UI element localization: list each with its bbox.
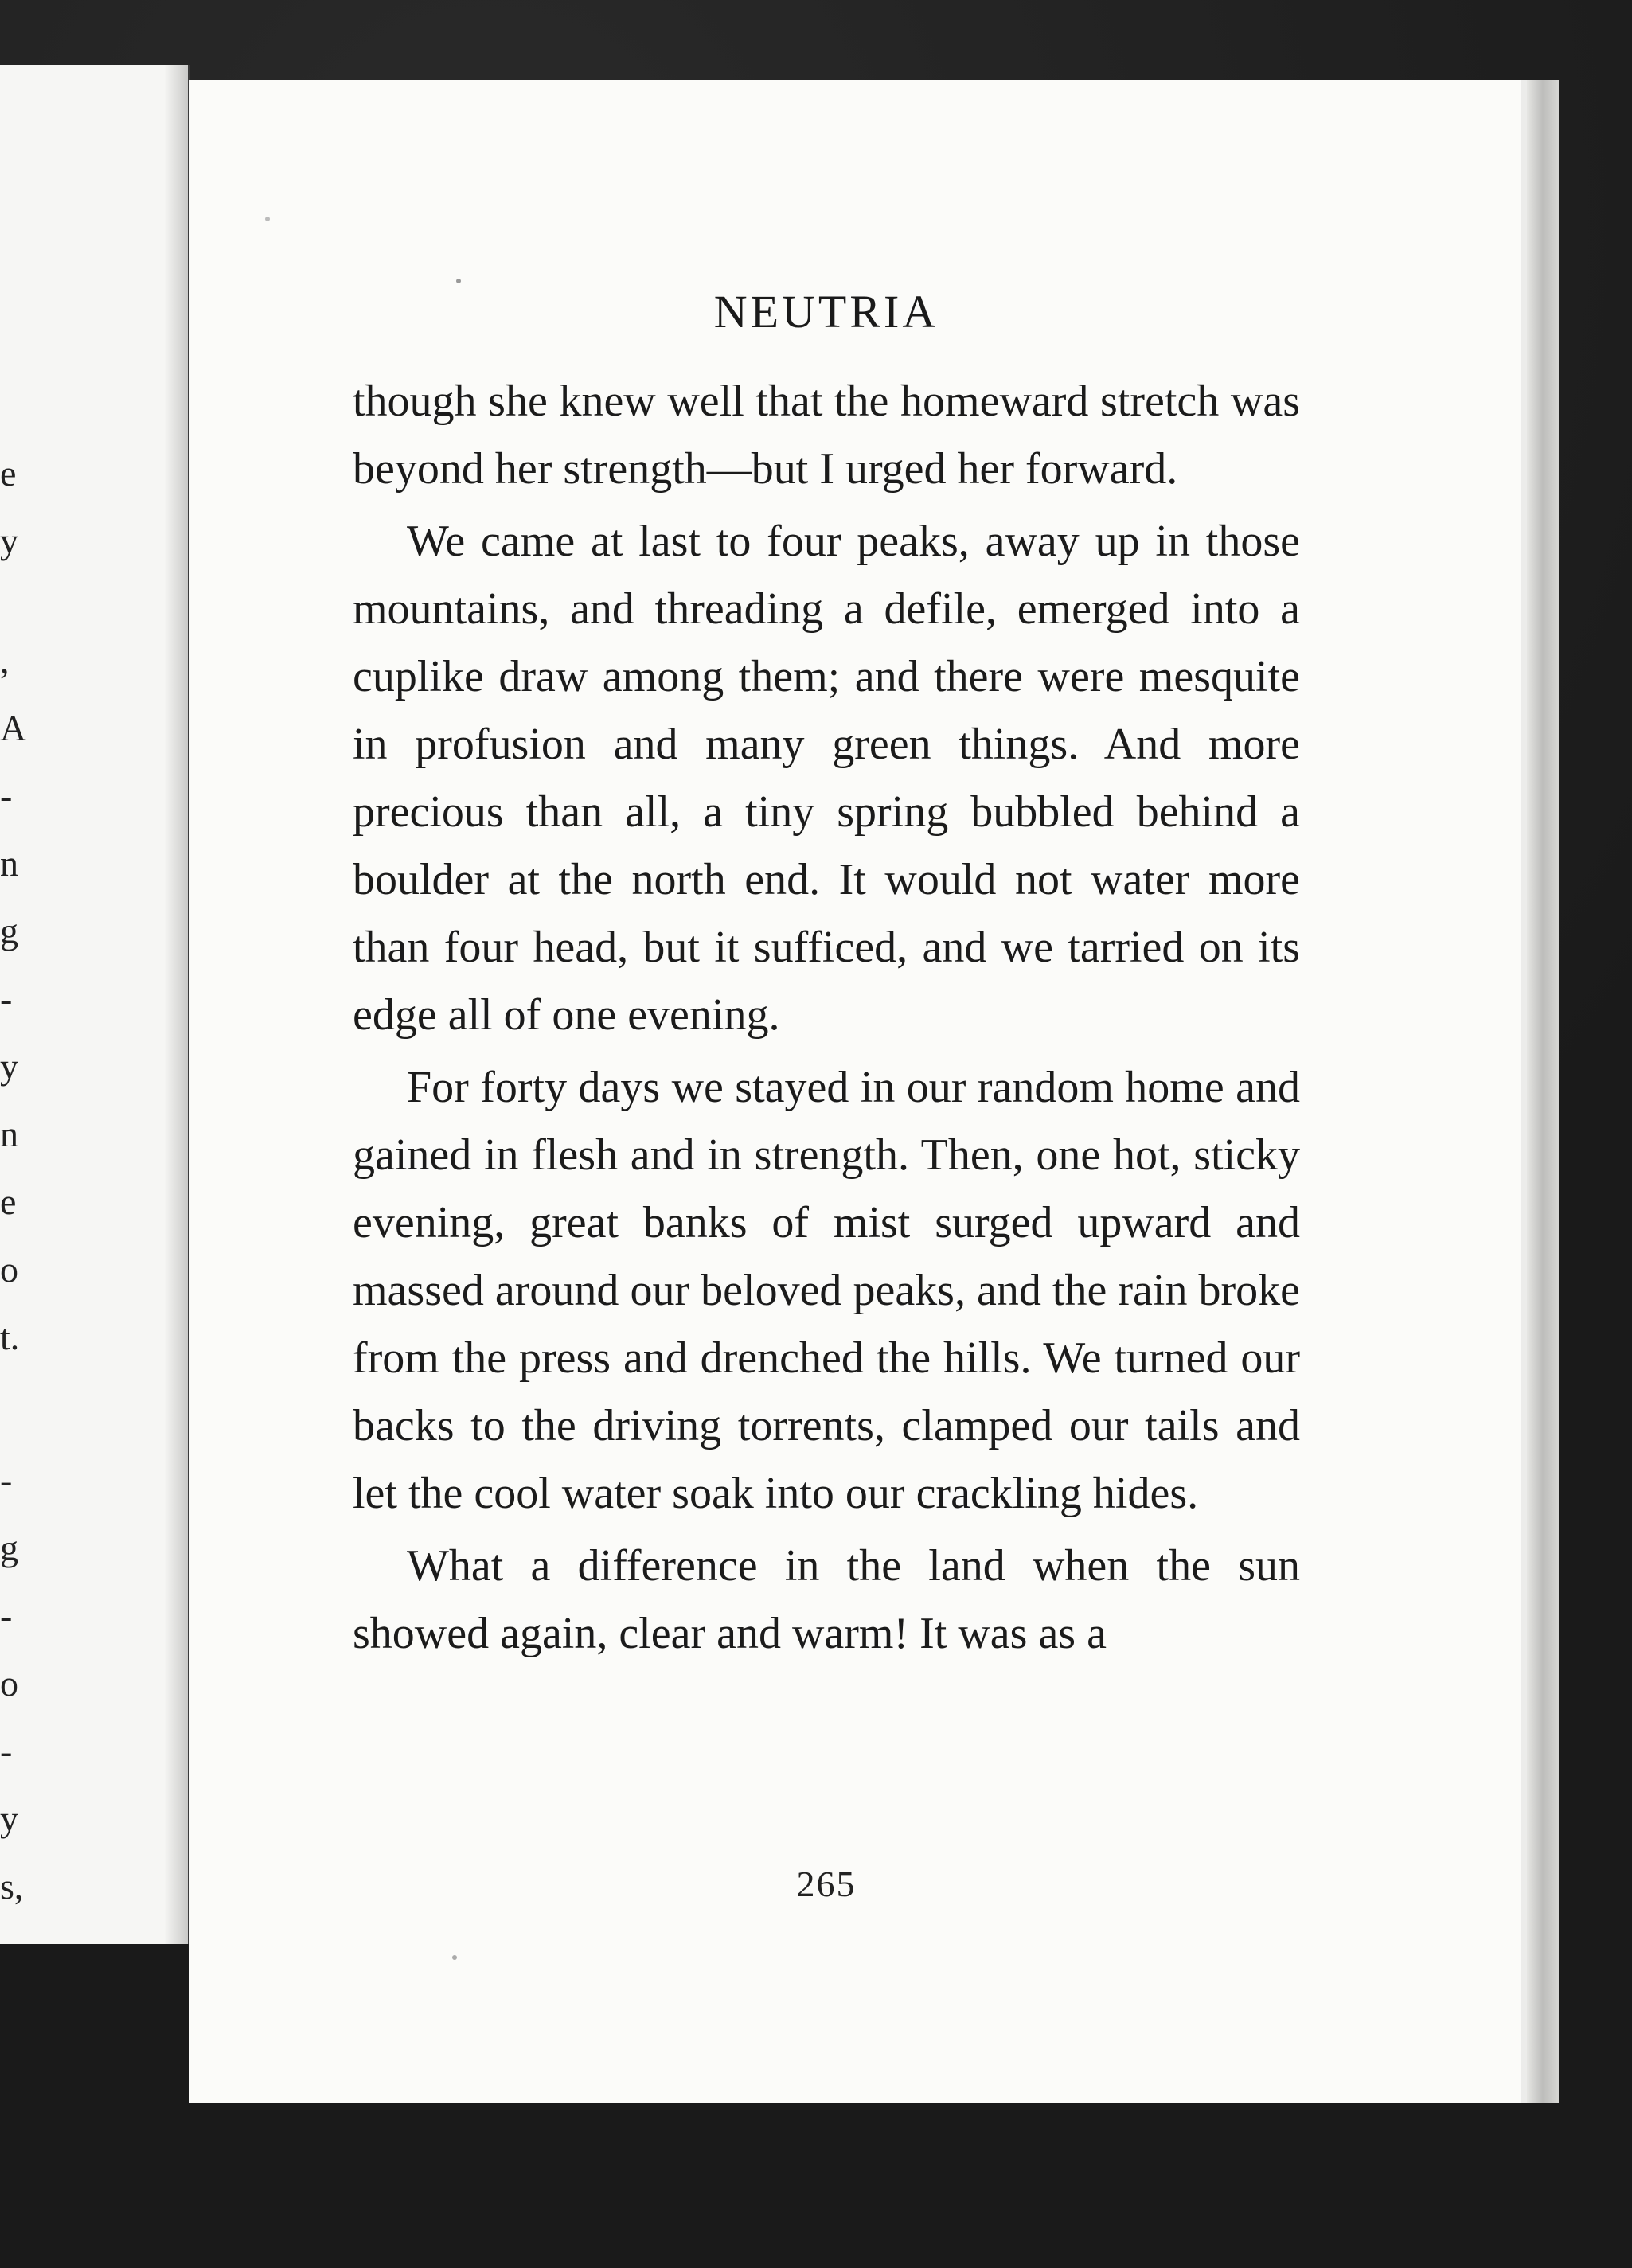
- line-ending: t.: [0, 1317, 20, 1357]
- line-ending: o: [0, 1663, 18, 1704]
- page-edge-inner: [1521, 80, 1527, 2103]
- page-number: 265: [796, 1864, 857, 1904]
- line-ending: e: [0, 1181, 17, 1222]
- line-ending: s,: [0, 1866, 24, 1907]
- line-ending: -: [0, 978, 13, 1019]
- line-ending: y: [0, 1798, 18, 1839]
- line-ending: -: [0, 1460, 13, 1501]
- book-page: [189, 80, 1559, 2103]
- line-ending: ,: [0, 640, 10, 681]
- line-ending: A: [0, 708, 27, 748]
- line-ending: -: [0, 1731, 13, 1771]
- line-ending: y: [0, 1046, 18, 1087]
- paragraph: For forty days we stayed in our random home and gained in flesh and in strength. Then, one hot, sticky evening, great banks of mist surged upward and massed around our beloved peaks, and the rain broke from the press and drenched the hills. We turned our backs to the driving torrents, clamped our tails and let the cool water soak into our crackling hides.: [353, 1063, 1300, 1518]
- line-ending: -: [0, 1595, 13, 1636]
- paragraph: though she knew well that the homeward stretch was beyond her strength—but I urged her forward.: [353, 377, 1300, 494]
- page-fold-shadow: [164, 65, 188, 1944]
- line-ending: g: [0, 911, 18, 951]
- page-edge-stack: [1527, 80, 1559, 2103]
- line-ending: g: [0, 1528, 18, 1568]
- line-ending: e: [0, 453, 17, 494]
- page-body: [353, 368, 1300, 1673]
- paragraph: We came at last to four peaks, away up in those mountains, and threading a defile, emerged into a cuplike draw among them; and there were mesquite in profusion and many green things. And more precious than all, a tiny spring bubbled behind a boulder at the north end. It would not water more than four head, but it sufficed, and we tarried on its edge all of one evening.: [353, 517, 1300, 1040]
- previous-page-sliver: [0, 65, 190, 1944]
- line-ending: -: [0, 775, 13, 816]
- line-ending: o: [0, 1249, 18, 1290]
- dust-speck: [265, 217, 270, 221]
- running-head: NEUTRIA: [713, 286, 939, 338]
- dust-speck: [456, 279, 461, 283]
- dust-speck: [452, 1955, 457, 1960]
- line-ending: n: [0, 843, 18, 884]
- line-ending: y: [0, 521, 18, 561]
- line-ending: n: [0, 1114, 18, 1154]
- paragraph: What a difference in the land when the sun showed again, clear and warm! It was as a: [353, 1541, 1300, 1658]
